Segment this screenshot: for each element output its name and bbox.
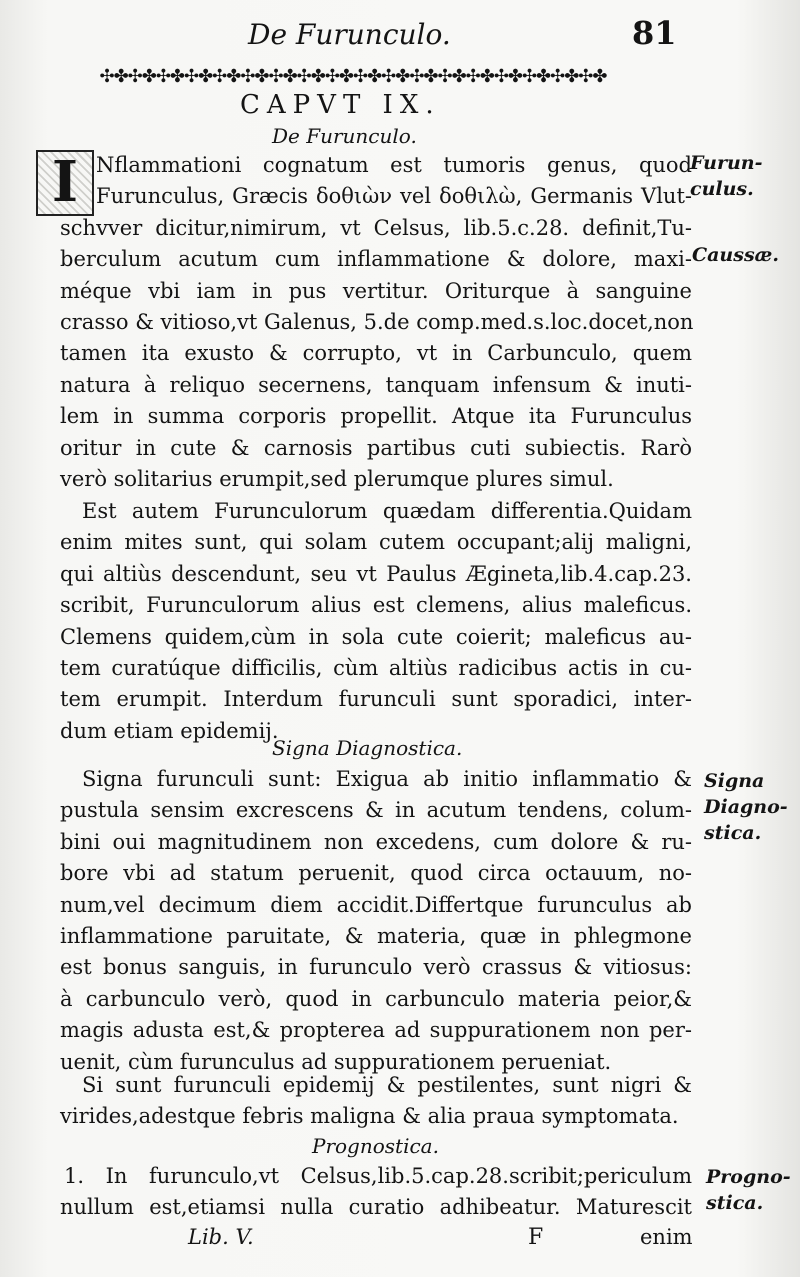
signature-book: Lib. V. bbox=[188, 1225, 254, 1249]
text-line: magis adusta est,& propterea ad suppurationem non per- bbox=[60, 1018, 692, 1043]
text-line: inflammatione paruitate, & materia, quæ in phlegmone bbox=[60, 923, 692, 948]
page-number: 81 bbox=[632, 14, 677, 52]
text-line: dum etiam epidemij. bbox=[60, 718, 279, 743]
text-line: Furunculus, Græcis δοθιὼν vel δοθιλὼ, Germanis Vlut- bbox=[96, 184, 692, 209]
catchword: enim bbox=[640, 1225, 693, 1249]
text-line: méque vbi iam in pus vertitur. Oriturque à sanguine bbox=[60, 278, 692, 303]
marginal-note-prognostica bbox=[706, 1164, 791, 1216]
text-line: Si sunt furunculi epidemij & pestilentes, sunt nigri & bbox=[82, 1073, 692, 1097]
decorated-initial: I bbox=[36, 150, 94, 216]
text-line: Est autem Furunculorum quædam differentia.Quidam bbox=[82, 499, 692, 523]
chapter-title: CAPVT IX. bbox=[240, 90, 441, 120]
text-line: verò solitarius erumpit,sed plerumque plures simul. bbox=[60, 466, 614, 491]
chapter-subtitle: De Furunculo. bbox=[272, 124, 417, 148]
text-line: tem curatúque difficilis, cùm altiùs radicibus actis in cu- bbox=[60, 655, 692, 680]
text-line: bore vbi ad statum peruenit, quod circa octauum, no- bbox=[60, 861, 692, 886]
paragraph-5 bbox=[60, 1161, 692, 1224]
text-line: uenit, cùm furunculus ad suppurationem perueniat. bbox=[60, 1049, 612, 1074]
text-line: à carbunculo verò, quod in carbunculo materia peior,& bbox=[60, 986, 692, 1011]
text-line: est bonus sanguis, in furunculo verò crassus & vitiosus: bbox=[60, 955, 692, 980]
marginal-line: stica. bbox=[704, 822, 762, 844]
text-line: num,vel decimum diem accidit.Differtque furunculus ab bbox=[60, 892, 692, 917]
text-line: enim mites sunt, qui solam cutem occupant;alij maligni, bbox=[60, 530, 692, 555]
text-line: tamen ita exusto & corrupto, vt in Carbunculo, quem bbox=[60, 341, 692, 366]
text-line: virides,adestque febris maligna & alia praua symptomata. bbox=[60, 1104, 679, 1129]
text-line: natura à reliquo secernens, tanquam infensum & inuti- bbox=[60, 372, 692, 397]
marginal-line: culus. bbox=[690, 178, 754, 200]
marginal-line: Signa bbox=[704, 770, 765, 792]
marginal-line: stica. bbox=[706, 1192, 764, 1214]
text-line: tem erumpit. Interdum furunculi sunt sporadici, inter- bbox=[60, 687, 692, 712]
text-line: schvver dicitur,nimirum, vt Celsus, lib.5.c.28. definit,Tu- bbox=[60, 215, 692, 240]
text-line: oritur in cute & carnosis partibus cuti subiectis. Rarò bbox=[60, 435, 692, 460]
text-line: qui altiùs descendunt, seu vt Paulus Ægineta,lib.4.cap.23. bbox=[60, 561, 692, 586]
marginal-note-furunculus bbox=[690, 150, 763, 202]
text-line: lem in summa corporis propellit. Atque ita Furunculus bbox=[60, 404, 692, 429]
marginal-note-signa bbox=[704, 768, 788, 846]
text-line: Clemens quidem,cùm in sola cute coierit; maleficus au- bbox=[60, 624, 692, 649]
paragraph-1 bbox=[60, 150, 692, 495]
text-line: nullum est,etiamsi nulla curatio adhibeatur. Maturescit bbox=[60, 1195, 692, 1220]
text-line: bini oui magnitudinem non excedens, cum dolore & ru- bbox=[60, 829, 692, 854]
text-line: pustula sensim excrescens & in acutum tendens, colum- bbox=[60, 798, 692, 823]
signature-mark: F bbox=[528, 1225, 544, 1250]
text-line: scribit, Furunculorum alius est clemens, alius maleficus. bbox=[60, 593, 692, 618]
section-heading-prognostica: Prognostica. bbox=[312, 1134, 439, 1158]
marginal-line: Furun- bbox=[690, 152, 763, 174]
paragraph-3 bbox=[60, 764, 692, 1078]
running-title: De Furunculo. bbox=[248, 18, 451, 51]
text-line: berculum acutum cum inflammatione & dolore, maxi- bbox=[60, 247, 692, 272]
marginal-note-caussae: Caussæ. bbox=[692, 244, 779, 266]
section-heading-signa: Signa Diagnostica. bbox=[272, 736, 463, 760]
marginal-line: Progno- bbox=[706, 1166, 791, 1188]
text-line: Signa furunculi sunt: Exigua ab initio inflammatio & bbox=[82, 767, 692, 791]
ornament-band: ✣✤✣✤✣✤✣✤✣✤✣✤✣✤✣✤✣✤✣✤✣✤✣✤✣✤✣✤✣✤✣✤✣✤✣✤ bbox=[99, 66, 607, 87]
text-line: Nflammationi cognatum est tumoris genus, quod bbox=[96, 153, 692, 177]
marginal-line: Diagno- bbox=[704, 796, 788, 818]
paragraph-2 bbox=[60, 496, 692, 747]
paragraph-4 bbox=[60, 1070, 692, 1133]
text-line: crasso & vitioso,vt Galenus, 5.de comp.med.s.loc.docet,non bbox=[60, 309, 694, 334]
text-line: 1. In furunculo,vt Celsus,lib.5.cap.28.scribit;periculum bbox=[64, 1164, 692, 1188]
